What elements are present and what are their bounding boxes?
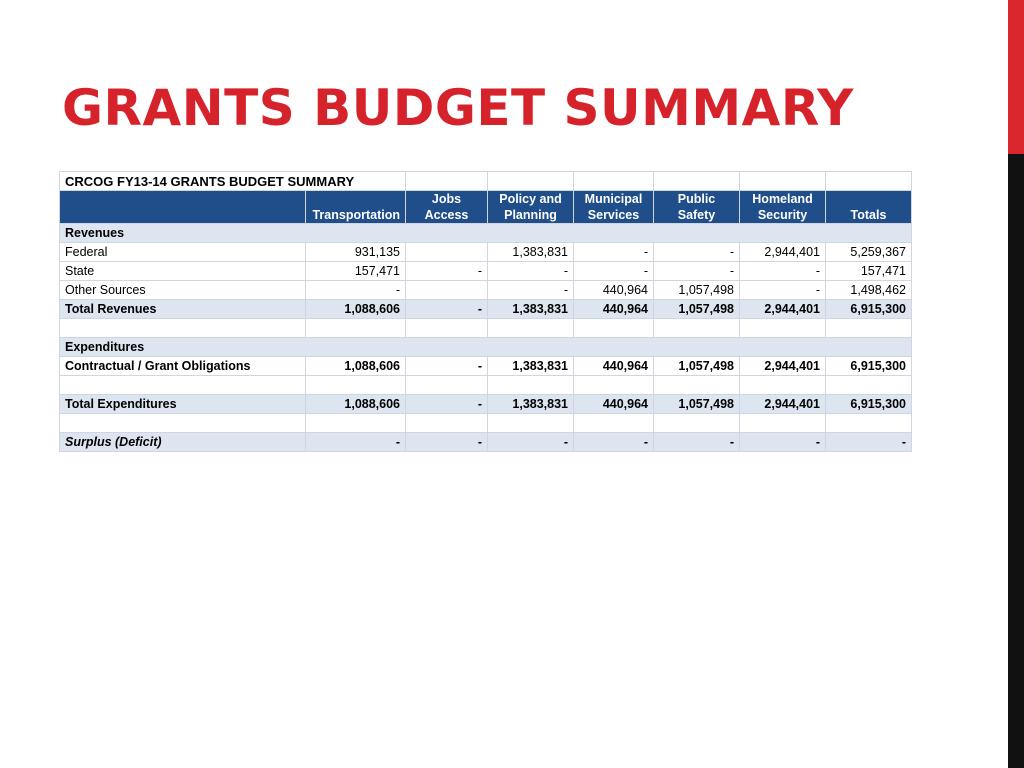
cell: - — [654, 262, 740, 281]
cell: 1,088,606 — [306, 395, 406, 414]
row-label: Federal — [60, 243, 306, 262]
cell: 1,057,498 — [654, 281, 740, 300]
column-header: Public Safety — [654, 191, 740, 224]
cell: - — [488, 433, 574, 452]
column-header: Totals — [826, 191, 912, 224]
cell: - — [406, 300, 488, 319]
cell: - — [488, 262, 574, 281]
side-accent-black — [1008, 154, 1024, 768]
cell: 157,471 — [306, 262, 406, 281]
table-row-contractual — [60, 357, 912, 376]
cell: - — [406, 357, 488, 376]
cell: 1,498,462 — [826, 281, 912, 300]
column-header: Jobs Access — [406, 191, 488, 224]
cell — [406, 281, 488, 300]
budget-table — [59, 171, 912, 452]
cell: - — [574, 433, 654, 452]
cell: 1,057,498 — [654, 357, 740, 376]
cell: 1,088,606 — [306, 300, 406, 319]
cell: 440,964 — [574, 357, 654, 376]
row-label: Surplus (Deficit) — [60, 433, 306, 452]
cell: - — [574, 243, 654, 262]
cell: - — [306, 281, 406, 300]
table-row-surplus — [60, 433, 912, 452]
table-row-blank — [60, 414, 912, 433]
table-row-total-revenues — [60, 300, 912, 319]
section-row-expenditures — [60, 338, 912, 357]
cell — [406, 243, 488, 262]
cell: - — [654, 433, 740, 452]
table-row-state — [60, 262, 912, 281]
cell: 6,915,300 — [826, 395, 912, 414]
cell: 157,471 — [826, 262, 912, 281]
table-row-other-sources — [60, 281, 912, 300]
cell: 1,088,606 — [306, 357, 406, 376]
cell: 1,383,831 — [488, 243, 574, 262]
cell: 440,964 — [574, 281, 654, 300]
table-row-federal — [60, 243, 912, 262]
cell: 1,383,831 — [488, 395, 574, 414]
column-header: Homeland Security — [740, 191, 826, 224]
slide-title: GRANTS BUDGET SUMMARY — [62, 79, 854, 137]
cell: 440,964 — [574, 395, 654, 414]
cell: 2,944,401 — [740, 300, 826, 319]
cell: 6,915,300 — [826, 357, 912, 376]
cell: - — [488, 281, 574, 300]
table-row-blank — [60, 319, 912, 338]
cell: - — [740, 433, 826, 452]
row-label: State — [60, 262, 306, 281]
table-caption-row — [60, 172, 912, 191]
table-row-blank — [60, 376, 912, 395]
side-accent-red — [1008, 0, 1024, 154]
cell: - — [574, 262, 654, 281]
cell: 2,944,401 — [740, 357, 826, 376]
section-label: Expenditures — [60, 338, 912, 357]
row-label: Contractual / Grant Obligations — [60, 357, 306, 376]
table-row-total-expenditures — [60, 395, 912, 414]
row-label: Total Expenditures — [60, 395, 306, 414]
row-label: Total Revenues — [60, 300, 306, 319]
cell: 5,259,367 — [826, 243, 912, 262]
column-header-row — [60, 191, 912, 224]
row-label: Other Sources — [60, 281, 306, 300]
cell: 1,057,498 — [654, 300, 740, 319]
cell: - — [826, 433, 912, 452]
cell: 2,944,401 — [740, 395, 826, 414]
column-header: Policy and Planning — [488, 191, 574, 224]
cell: - — [406, 433, 488, 452]
cell: 1,057,498 — [654, 395, 740, 414]
cell: - — [740, 281, 826, 300]
cell: - — [406, 395, 488, 414]
side-accent-bar — [1008, 0, 1024, 768]
cell: - — [306, 433, 406, 452]
header-blank — [60, 191, 306, 224]
cell: 2,944,401 — [740, 243, 826, 262]
cell: 1,383,831 — [488, 300, 574, 319]
column-header: Municipal Services — [574, 191, 654, 224]
cell: - — [654, 243, 740, 262]
cell: - — [740, 262, 826, 281]
cell: 931,135 — [306, 243, 406, 262]
table-caption: CRCOG FY13-14 GRANTS BUDGET SUMMARY — [60, 172, 406, 191]
section-label: Revenues — [60, 224, 912, 243]
section-row-revenues — [60, 224, 912, 243]
cell: 440,964 — [574, 300, 654, 319]
column-header: Transportation — [306, 191, 406, 224]
cell: 6,915,300 — [826, 300, 912, 319]
cell: - — [406, 262, 488, 281]
cell: 1,383,831 — [488, 357, 574, 376]
